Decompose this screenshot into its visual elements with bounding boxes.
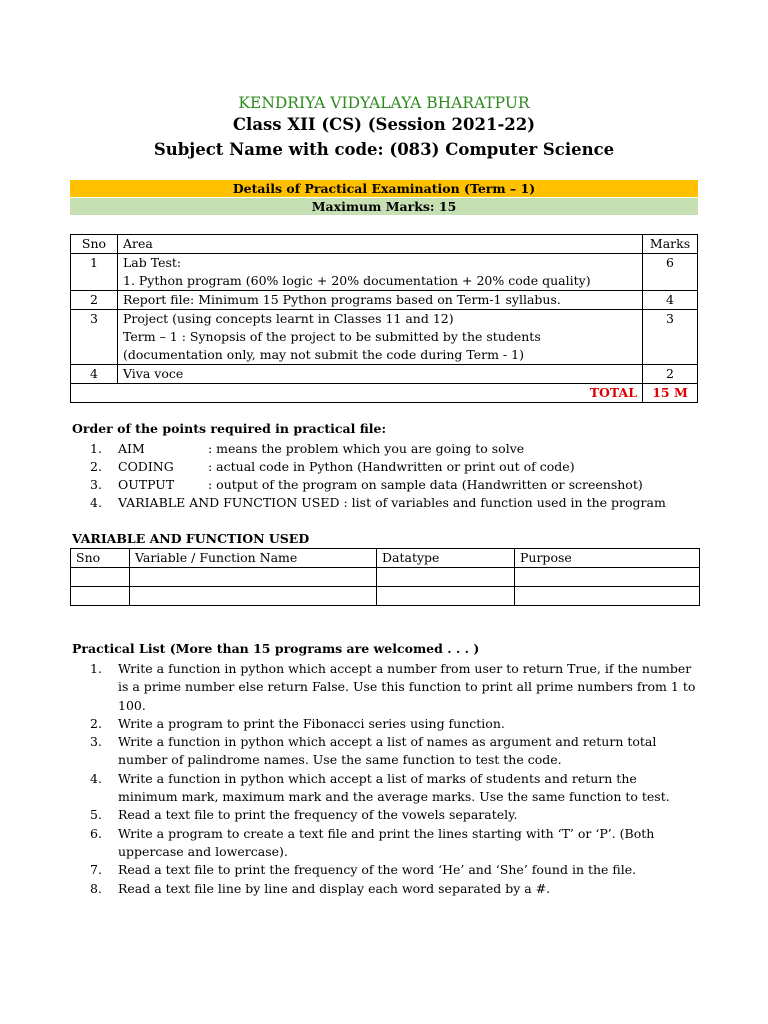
item-desc: : actual code in Python (Handwritten or print out of code) — [208, 459, 575, 474]
variable-section-title: VARIABLE AND FUNCTION USED — [72, 531, 310, 546]
item-number: 3. — [90, 734, 102, 750]
item-number: 4. — [90, 770, 102, 786]
list-item — [72, 861, 700, 879]
item-text: Write a program to print the Fibonacci series using function. — [118, 715, 505, 731]
col-sno: Sno — [71, 549, 130, 568]
area-line: Report file: Minimum 15 Python programs based on Term-1 syllabus. — [123, 292, 561, 307]
item-number: 8. — [90, 880, 102, 896]
item-term: AIM — [118, 441, 145, 456]
cell-marks: 4 — [643, 291, 698, 310]
cell-area — [118, 291, 643, 310]
practical-list — [72, 660, 700, 898]
empty-cell — [71, 587, 130, 606]
area-line: Term – 1 : Synopsis of the project to be submitted by the students — [123, 329, 541, 344]
list-item — [72, 733, 700, 770]
cell-sno: 2 — [71, 291, 118, 310]
cell-marks: 6 — [643, 254, 698, 291]
order-title: Order of the points required in practical file: — [72, 421, 387, 436]
item-number: 5. — [90, 807, 102, 823]
item-number: 2. — [90, 715, 102, 731]
col-marks: Marks — [643, 235, 698, 254]
area-line: Lab Test: — [123, 255, 182, 270]
item-number: 2. — [90, 459, 102, 474]
area-line: Project (using concepts learnt in Classes 11 and 12) — [123, 311, 454, 326]
marks-table — [70, 234, 698, 403]
cell-sno: 3 — [71, 310, 118, 365]
item-text: VARIABLE AND FUNCTION USED : list of variables and function used in the program — [118, 495, 666, 510]
table-row — [71, 568, 700, 587]
item-text: Write a function in python which accept a list of marks of students and return the minimum mark, maximum mark and the average marks. Use the same function to test. — [118, 770, 670, 805]
total-row — [71, 384, 698, 403]
list-item — [72, 880, 700, 898]
empty-cell — [130, 568, 377, 587]
item-term: CODING — [118, 459, 174, 474]
list-item — [72, 806, 700, 824]
item-number: 4. — [90, 495, 102, 510]
col-purpose: Purpose — [515, 549, 700, 568]
item-text: Write a function in python which accept a list of names as argument and return total number of palindrome names. Use the same function to test the code. — [118, 734, 657, 768]
school-name: KENDRIYA VIDYALAYA BHARATPUR — [238, 94, 530, 112]
item-number: 6. — [90, 825, 102, 841]
cell-area — [118, 310, 643, 365]
col-sno: Sno — [71, 235, 118, 254]
col-variable-name: Variable / Function Name — [130, 549, 377, 568]
cell-area — [118, 254, 643, 291]
item-term: OUTPUT — [118, 477, 175, 492]
table-row — [71, 365, 698, 384]
area-line: 1. Python program (60% logic + 20% documentation + 20% code quality) — [123, 273, 591, 288]
empty-cell — [130, 587, 377, 606]
table-row — [71, 310, 698, 365]
empty-cell — [515, 587, 700, 606]
area-line: (documentation only, may not submit the code during Term - 1) — [123, 347, 524, 362]
item-number: 1. — [90, 441, 102, 456]
item-desc: : output of the program on sample data (Handwritten or screenshot) — [208, 477, 643, 492]
item-text: Read a text file line by line and display each word separated by a #. — [118, 880, 551, 896]
empty-cell — [377, 587, 515, 606]
total-label: TOTAL — [71, 384, 643, 403]
table-row — [71, 254, 698, 291]
cell-sno: 4 — [71, 365, 118, 384]
col-area: Area — [118, 235, 643, 254]
item-number: 7. — [90, 862, 102, 878]
class-session: Class XII (CS) (Session 2021-22) — [232, 115, 536, 134]
table-header-row — [71, 235, 698, 254]
table-header-row — [71, 549, 700, 568]
list-item — [72, 770, 700, 807]
list-item — [72, 660, 700, 715]
item-text: Read a text file to print the frequency of the word ‘He’ and ‘She’ found in the file. — [118, 862, 637, 878]
cell-sno: 1 — [71, 254, 118, 291]
list-item — [72, 715, 700, 733]
list-item — [72, 825, 700, 862]
area-line: Viva voce — [123, 366, 184, 381]
item-text: Read a text file to print the frequency of the vowels separately. — [118, 807, 518, 823]
item-number: 3. — [90, 477, 102, 492]
practical-list-title: Practical List (More than 15 programs are welcomed . . . ) — [72, 641, 480, 656]
exam-details-band: Details of Practical Examination (Term – 1) — [70, 180, 698, 197]
empty-cell — [515, 568, 700, 587]
empty-cell — [71, 568, 130, 587]
cell-area — [118, 365, 643, 384]
item-text: Write a program to create a text file and print the lines starting with ‘T’ or ‘P’. (Both uppercase and lowercase). — [118, 825, 655, 859]
subject-line: Subject Name with code: (083) Computer Science — [153, 140, 615, 159]
cell-marks: 2 — [643, 365, 698, 384]
table-row — [71, 587, 700, 606]
table-row — [71, 291, 698, 310]
cell-marks: 3 — [643, 310, 698, 365]
empty-cell — [377, 568, 515, 587]
total-value: 15 M — [643, 384, 698, 403]
col-datatype: Datatype — [377, 549, 515, 568]
item-text: Write a function in python which accept a number from user to return True, if the number is a prime number else return False. Use this function to print all prime numbers from 1 to 100. — [118, 661, 696, 713]
item-number: 1. — [90, 661, 102, 676]
variable-table — [70, 548, 700, 606]
item-desc: : means the problem which you are going to solve — [208, 441, 525, 456]
max-marks-band: Maximum Marks: 15 — [70, 198, 698, 215]
